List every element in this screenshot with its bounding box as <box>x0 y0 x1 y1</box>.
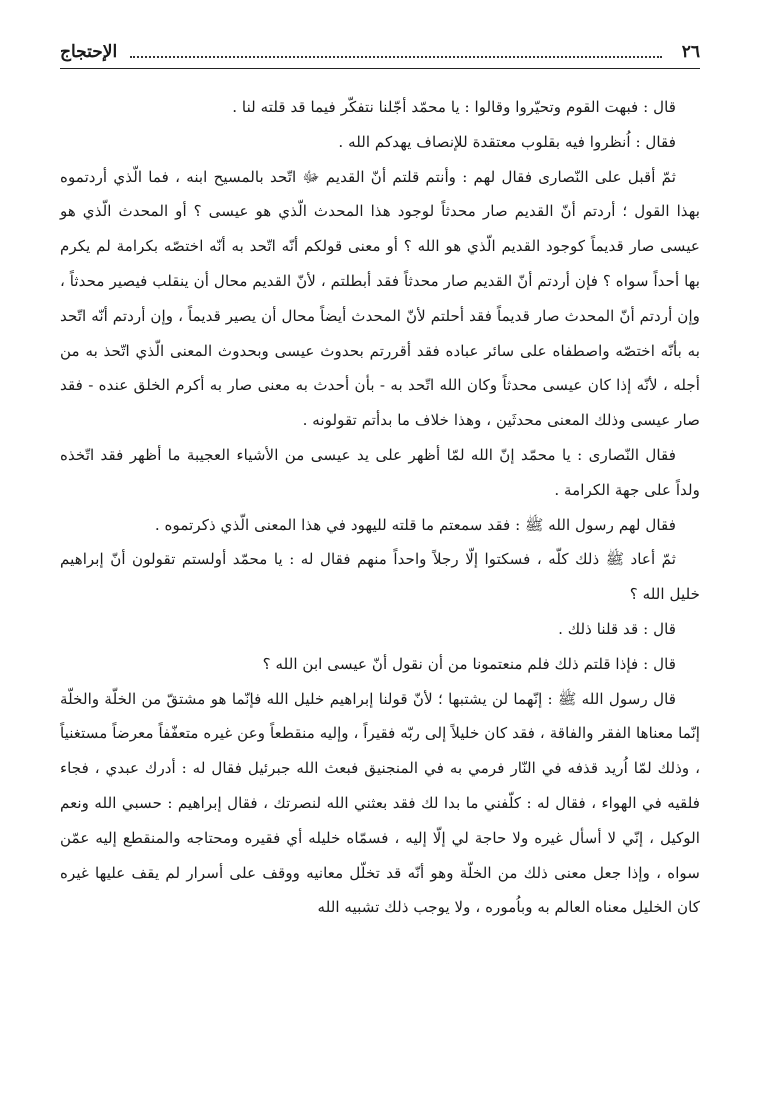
paragraph: فقال لهم رسول الله ﷺ : فقد سمعتم ما قلته لليهود في هذا المعنى الّذي ذكرتموه . <box>154 515 676 534</box>
page-number: ٢٦ <box>681 42 700 62</box>
header-leader-dots <box>130 56 662 58</box>
paragraph: فقال : اُنظروا فيه بقلوب معتقدة للإنصاف يهدكم الله . <box>338 132 676 151</box>
body-text <box>60 90 700 925</box>
book-page <box>60 38 700 1068</box>
book-title: الإحتجاج <box>60 42 118 62</box>
paragraph: قال : فإذا قلتم ذلك فلم منعتمونا من أن نقول أنّ عيسى ابن الله ؟ <box>262 654 676 673</box>
paragraph: ثمّ أعاد ﷺ ذلك كلّه ، فسكتوا إلّا رجلاً واحداً منهم فقال له : يا محمّد أولستم تقولون أنّ إبراهيم خليل الله ؟ <box>60 550 700 604</box>
paragraph: فقال النّصارى : يا محمّد إنّ الله لمّا أظهر على يد عيسى من الأشياء العجيبة ما أظهر فقد اتّخذه ولداً على جهة الكرامة . <box>60 445 700 499</box>
header-rule <box>60 68 700 69</box>
paragraph: قال : قد قلنا ذلك . <box>558 619 676 638</box>
paragraph: قال : فبهت القوم وتحيّروا وقالوا : يا محمّد أجّلنا نتفكّر فيما قد قلته لنا . <box>232 98 676 116</box>
paragraph: قال رسول الله ﷺ : إنّهما لن يشتبها ؛ لأنّ قولنا إبراهيم خليل الله فإنّما هو مشتقّ من الخلّة والخلّة إنّما معناها الفقر والفاقة ، فقد كان خليلاً إلى ربّه فقيراً ، وإليه منقطعاً وعن غيره متعفّفاً معرضاً مستغنياً ، وذلك لمّا اُريد قذفه في النّار فرمي به في المنجنيق فبعث الله جبرئيل فقال له : أدرك عبدي ، فجاء فلقيه في الهواء ، فقال له : كلّفني ما بدا لك فقد بعثني الله لنصرتك ، فقال إبراهيم : حسبي الله ونعم الوكيل ، إنّي لا أسأل غيره ولا حاجة لي إلّا إليه ، فسمّاه خليله أي فقيره ومحتاجه والمنقطع إليه عمّن سواه ، وإذا جعل معنى ذلك من الخلّة وهو أنّه قد تخلّل معانيه ووقف على أسرار لم يقف عليها غيره كان الخليل معناه العالم به وباُموره ، ولا يوجب ذلك تشبيه الله <box>60 689 700 917</box>
running-header <box>60 38 700 68</box>
paragraph: ثمّ أقبل على النّصارى فقال لهم : وأنتم قلتم أنّ القديم ﷻ اتّحد بالمسيح ابنه ، فما الّذي أردتموه بهذا القول ؛ أردتم أنّ القديم صار محدثاً لوجود هذا المحدث الّذي هو عيسى ؟ أو المحدث الّذي هو عيسى صار قديماً كوجود القديم الّذي هو الله ؟ أو معنى قولكم أنّه اتّحد به أنّه اختصّه بكرامة لم يكرم بها أحداً سواه ؟ فإن أردتم أنّ القديم صار محدثاً فقد أبطلتم ، لأنّ القديم محال أن ينقلب فيصير محدثاً ، وإن أردتم أنّ المحدث صار قديماً فقد أحلتم لأنّ المحدث أيضاً محال أن يصير قديماً ، وإن أردتم أنّه اتّحد به بأنّه اختصّه واصطفاه على سائر عباده فقد أقررتم بحدوث عيسى وبحدوث المعنى الّذي اتّحذ به من أجله ، لأنّه إذا كان عيسى محدثاً وكان الله اتّحد به - بأن أحدث به معنى صار به أكرم الخلق عنده - فقد صار عيسى وذلك المعنى محدثَين ، وهذا خلاف ما بدأتم تقولونه . <box>60 167 700 430</box>
